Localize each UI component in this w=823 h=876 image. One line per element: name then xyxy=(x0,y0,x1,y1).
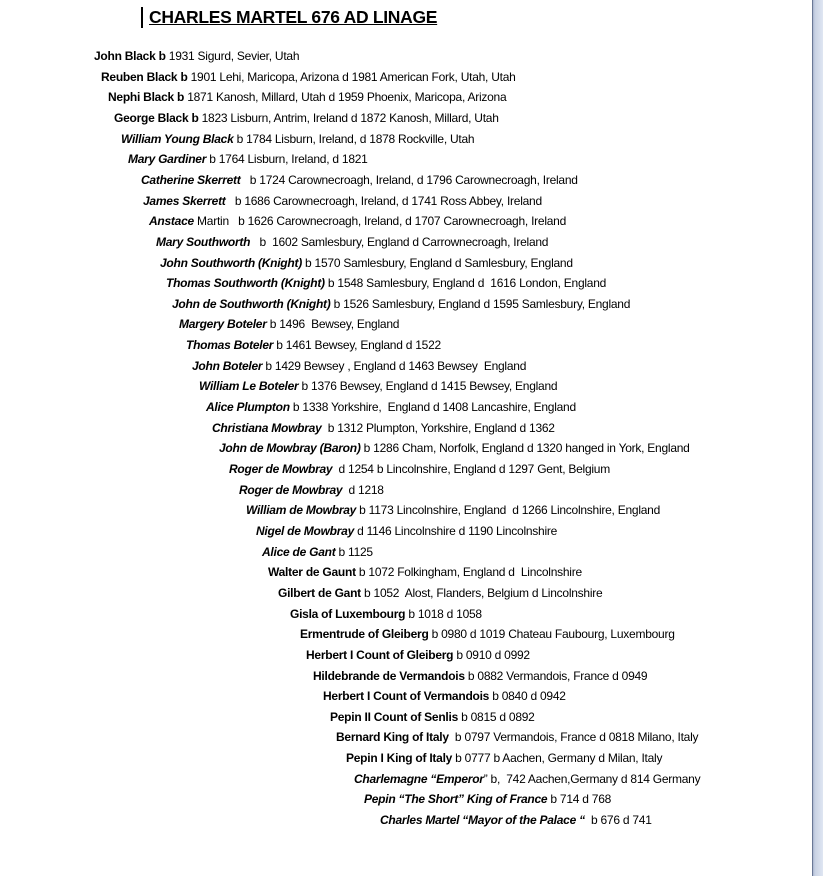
lineage-entry xyxy=(239,483,384,497)
person-dates-places: b 1125 xyxy=(335,545,373,559)
person-name: John Southworth (Knight) xyxy=(160,256,302,270)
lineage-entry xyxy=(219,441,690,455)
lineage-entry xyxy=(212,421,555,435)
page-edge-border xyxy=(812,0,813,876)
person-name: John de Mowbray (Baron) xyxy=(219,441,361,455)
person-dates-places: b 0882 Vermandois, France d 0949 xyxy=(464,669,648,683)
lineage-entry xyxy=(94,49,299,63)
person-dates-places: b 1461 Bewsey, England d 1522 xyxy=(273,338,441,352)
lineage-entry xyxy=(166,276,606,290)
person-dates-places: b 1072 Folkingham, England d Lincolnshire xyxy=(355,565,582,579)
person-name: Herbert I Count of Vermandois xyxy=(323,689,490,703)
person-dates-places: d 1218 xyxy=(342,483,384,497)
person-dates-places: d 1254 b Lincolnshire, England d 1297 Gent, Belgium xyxy=(332,462,610,476)
person-dates-places: b 0777 b Aachen, Germany d Milan, Italy xyxy=(452,751,663,765)
lineage-entry xyxy=(323,689,566,703)
lineage-entry xyxy=(336,730,698,744)
person-dates-places: b 0815 d 0892 xyxy=(458,710,535,724)
person-name: Gilbert de Gant xyxy=(278,586,361,600)
person-name: William Le Boteler xyxy=(199,379,299,393)
person-name: Ermentrude of Gleiberg xyxy=(300,627,429,641)
person-dates-places: b 1570 Samlesbury, England d Samlesbury, England xyxy=(301,256,573,270)
person-dates-places: b 1286 Cham, Norfolk, England d 1320 hanged in York, England xyxy=(360,441,690,455)
person-dates-places: b 714 d 768 xyxy=(547,792,612,806)
lineage-entry xyxy=(172,297,630,311)
lineage-entry xyxy=(179,317,399,331)
lineage-entry xyxy=(121,132,474,146)
person-name: Thomas Boteler xyxy=(186,338,274,352)
person-dates-places: b 1312 Plumpton, Yorkshire, England d 1362 xyxy=(321,421,555,435)
person-dates-places: b 1338 Yorkshire, England d 1408 Lancashire, England xyxy=(289,400,576,414)
lineage-entry xyxy=(156,235,548,249)
person-dates-places: Martin b 1626 Carownecroagh, Ireland, d 1707 Carownecroagh, Ireland xyxy=(193,214,567,228)
person-name: Roger de Mowbray xyxy=(239,483,343,497)
lineage-entry xyxy=(300,627,675,641)
person-dates-places: b 1548 Samlesbury, England d 1616 London, England xyxy=(324,276,607,290)
person-dates-places: b 1602 Samlesbury, England d Carrownecroagh, Ireland xyxy=(250,235,549,249)
person-name: Alice de Gant xyxy=(262,545,336,559)
person-dates-places: b 1173 Lincolnshire, England d 1266 Lincolnshire, England xyxy=(356,503,661,517)
lineage-entry xyxy=(354,772,700,786)
lineage-entry xyxy=(143,194,542,208)
person-dates-places: b 1429 Bewsey , England d 1463 Bewsey England xyxy=(262,359,527,373)
person-dates-places: b 1526 Samlesbury, England d 1595 Samlesbury, England xyxy=(330,297,631,311)
document-title: CHARLES MARTEL 676 AD LINAGE xyxy=(149,7,438,27)
lineage-entry xyxy=(206,400,576,414)
person-name: Charlemagne “Emperor xyxy=(354,772,484,786)
lineage-entry xyxy=(199,379,557,393)
person-name: George Black b xyxy=(114,111,199,125)
text-cursor xyxy=(141,7,143,28)
lineage-entry xyxy=(256,524,557,538)
person-name: William de Mowbray xyxy=(246,503,357,517)
person-name: Catherine Skerrett xyxy=(141,173,241,187)
person-dates-places: b 1784 Lisburn, Ireland, d 1878 Rockville, Utah xyxy=(233,132,475,146)
person-dates-places: 1901 Lehi, Maricopa, Arizona d 1981 American Fork, Utah, Utah xyxy=(187,70,516,84)
person-name: Mary Southworth xyxy=(156,235,251,249)
lineage-entry xyxy=(290,607,482,621)
person-dates-places: b 1018 d 1058 xyxy=(405,607,482,621)
person-dates-places: 1931 Sigurd, Sevier, Utah xyxy=(165,49,300,63)
person-dates-places: ” b, 742 Aachen,Germany d 814 Germany xyxy=(483,772,701,786)
lineage-entry xyxy=(192,359,526,373)
person-dates-places: b 1764 Lisburn, Ireland, d 1821 xyxy=(206,152,368,166)
lineage-entry xyxy=(346,751,662,765)
lineage-entry xyxy=(186,338,441,352)
lineage-entry xyxy=(313,669,647,683)
person-dates-places: b 0980 d 1019 Chateau Faubourg, Luxembourg xyxy=(428,627,675,641)
lineage-entry xyxy=(149,214,566,228)
person-name: William Young Black xyxy=(121,132,234,146)
person-name: Nephi Black b xyxy=(108,90,185,104)
person-dates-places: 1823 Lisburn, Antrim, Ireland d 1872 Kanosh, Millard, Utah xyxy=(198,111,499,125)
person-dates-places: b 1724 Carownecroagh, Ireland, d 1796 Carownecroagh, Ireland xyxy=(240,173,578,187)
person-dates-places: b 1496 Bewsey, England xyxy=(266,317,400,331)
person-name: Hildebrande de Vermandois xyxy=(313,669,465,683)
lineage-entry xyxy=(160,256,573,270)
person-name: Walter de Gaunt xyxy=(268,565,356,579)
person-name: James Skerrett xyxy=(143,194,226,208)
person-dates-places: b 676 d 741 xyxy=(584,813,652,827)
lineage-entry xyxy=(101,70,516,84)
person-dates-places: b 0797 Vermandois, France d 0818 Milano, Italy xyxy=(448,730,699,744)
lineage-entry xyxy=(364,792,611,806)
page-edge-shadow xyxy=(812,0,823,876)
person-name: Pepin II Count of Senlis xyxy=(330,710,459,724)
person-name: John de Southworth (Knight) xyxy=(172,297,331,311)
lineage-entry xyxy=(114,111,499,125)
lineage-entry xyxy=(380,813,652,827)
person-name: Christiana Mowbray xyxy=(212,421,322,435)
person-name: Roger de Mowbray xyxy=(229,462,333,476)
person-name: John Black b xyxy=(94,49,166,63)
person-name: Nigel de Mowbray xyxy=(256,524,355,538)
lineage-entry xyxy=(141,173,578,187)
lineage-entry xyxy=(108,90,506,104)
lineage-entry xyxy=(262,545,373,559)
lineage-entry xyxy=(330,710,535,724)
person-dates-places: b 1052 Alost, Flanders, Belgium d Lincolnshire xyxy=(360,586,603,600)
lineage-entry xyxy=(128,152,368,166)
person-name: Pepin I King of Italy xyxy=(346,751,453,765)
person-dates-places: b 1686 Carownecroagh, Ireland, d 1741 Ross Abbey, Ireland xyxy=(225,194,542,208)
person-name: Thomas Southworth (Knight) xyxy=(166,276,325,290)
person-name: Mary Gardiner xyxy=(128,152,207,166)
lineage-entry xyxy=(246,503,660,517)
person-dates-places: b 0840 d 0942 xyxy=(489,689,566,703)
person-dates-places: d 1146 Lincolnshire d 1190 Lincolnshire xyxy=(354,524,558,538)
lineage-entry xyxy=(278,586,602,600)
person-dates-places: b 1376 Bewsey, England d 1415 Bewsey, England xyxy=(298,379,558,393)
person-name: Charles Martel “Mayor of the Palace “ xyxy=(380,813,585,827)
lineage-entry xyxy=(306,648,530,662)
person-dates-places: b 0910 d 0992 xyxy=(453,648,530,662)
person-name: Reuben Black b xyxy=(101,70,188,84)
person-name: Margery Boteler xyxy=(179,317,267,331)
person-name: Gisla of Luxembourg xyxy=(290,607,406,621)
person-name: Pepin “The Short” King of France xyxy=(364,792,548,806)
person-name: Herbert I Count of Gleiberg xyxy=(306,648,454,662)
person-dates-places: 1871 Kanosh, Millard, Utah d 1959 Phoenix, Maricopa, Arizona xyxy=(184,90,507,104)
person-name: Alice Plumpton xyxy=(206,400,290,414)
lineage-entry xyxy=(268,565,582,579)
lineage-entry xyxy=(229,462,610,476)
person-name: John Boteler xyxy=(192,359,263,373)
person-name: Anstace xyxy=(149,214,194,228)
person-name: Bernard King of Italy xyxy=(336,730,449,744)
